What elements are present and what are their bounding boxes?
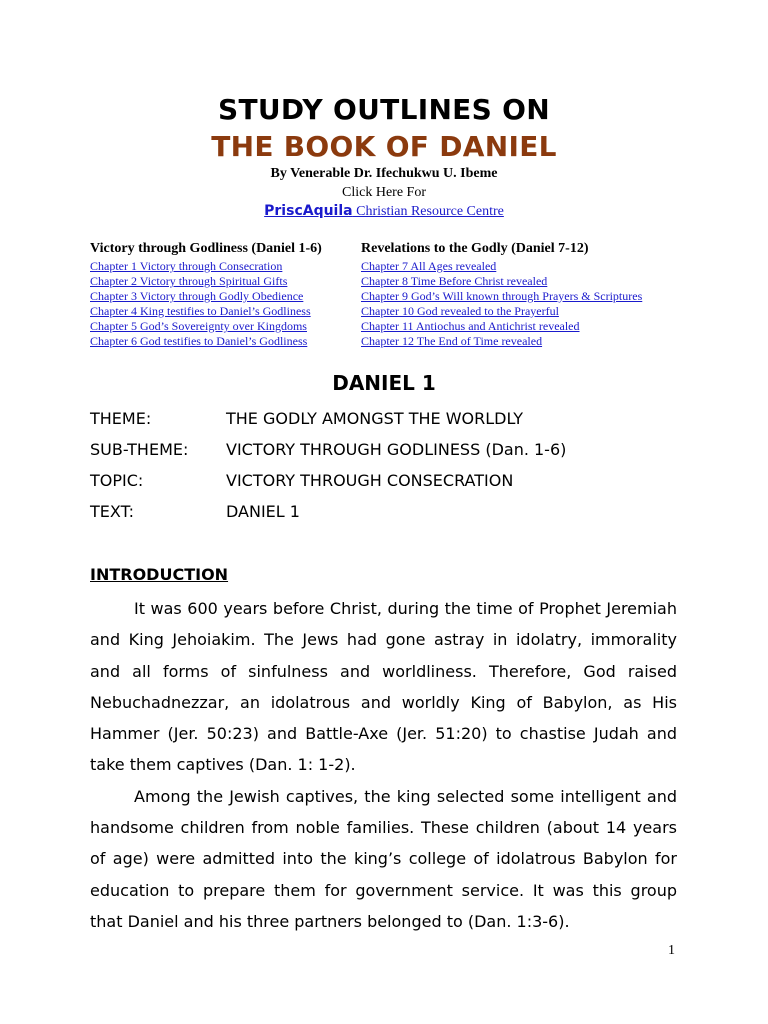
resource-name: Christian Resource Centre	[352, 204, 504, 219]
paragraph: It was 600 years before Christ, during the time of Prophet Jeremiah and King Jehoiakim. The Jews had gone astray in idolatry, immorality and all forms of sinfulness and worldliness. Therefore, God raised Nebuchadnezzar, an idolatrous and worldly King of Babylon, as His Hammer (Jer. 50:23) and Battle-Axe (Jer. 51:20) to chastise Judah and take them captives (Dan. 1: 1-2).	[90, 599, 677, 775]
toc-right-column	[361, 240, 681, 348]
toc-link-chapter-3[interactable]: Chapter 3 Victory through Godly Obedience	[90, 288, 304, 303]
toc-right-heading: Revelations to the Godly (Daniel 7-12)	[361, 241, 589, 256]
toc-link-chapter-10[interactable]: Chapter 10 God revealed to the Prayerful	[361, 303, 559, 318]
toc-link-chapter-7[interactable]: Chapter 7 All Ages revealed	[361, 259, 497, 273]
toc-link-chapter-12[interactable]: Chapter 12 The End of Time revealed	[361, 333, 543, 348]
meta-value: VICTORY THROUGH GODLINESS (Dan. 1-6)	[226, 440, 567, 459]
toc-link-chapter-11[interactable]: Chapter 11 Antiochus and Antichrist revealed	[361, 318, 580, 333]
paragraph: Among the Jewish captives, the king selected some intelligent and handsome children from noble families. These children (about 14 years of age) were admitted into the king’s college of idolatrous Babylon for education to prepare them for government service. It was this group that Daniel and his three partners belonged to (Dan. 1:3-6).	[90, 786, 677, 931]
toc-link-chapter-6[interactable]: Chapter 6 God testifies to Daniel’s Godliness	[90, 333, 308, 348]
toc-link-chapter-9[interactable]: Chapter 9 God’s Will known through Prayers & Scriptures	[361, 288, 643, 303]
meta-value: VICTORY THROUGH CONSECRATION	[226, 471, 514, 490]
meta-label: THEME:	[90, 409, 152, 428]
click-here-text: Click Here For	[342, 185, 426, 200]
introduction-heading: INTRODUCTION	[90, 565, 229, 584]
resource-centre-line	[0, 201, 768, 222]
title-line-1: STUDY OUTLINES ON	[218, 93, 550, 126]
meta-value: THE GODLY AMONGST THE WORLDLY	[226, 409, 524, 428]
title-line-2: THE BOOK OF DANIEL	[211, 130, 557, 163]
meta-label: SUB-THEME:	[90, 440, 189, 459]
toc-left-heading: Victory through Godliness (Daniel 1-6)	[90, 241, 322, 256]
toc-link-chapter-5[interactable]: Chapter 5 God’s Sovereignty over Kingdoms	[90, 318, 307, 333]
meta-label: TOPIC:	[90, 471, 144, 490]
introduction-body	[90, 593, 677, 937]
meta-label: TEXT:	[90, 502, 134, 521]
toc-link-chapter-1[interactable]: Chapter 1 Victory through Consecration	[90, 259, 283, 273]
page-number: 1	[668, 943, 675, 958]
chapter-heading: DANIEL 1	[332, 371, 436, 395]
toc-link-chapter-4[interactable]: Chapter 4 King testifies to Daniel’s Godliness	[90, 303, 311, 318]
toc-left-column	[90, 240, 355, 348]
author-byline: By Venerable Dr. Ifechukwu U. Ibeme	[270, 166, 498, 181]
resource-centre-link[interactable]	[264, 204, 504, 219]
meta-value: DANIEL 1	[226, 502, 300, 521]
toc-link-chapter-2[interactable]: Chapter 2 Victory through Spiritual Gifts	[90, 273, 288, 288]
resource-brand: PriscAquila	[264, 203, 353, 219]
toc-link-chapter-8[interactable]: Chapter 8 Time Before Christ revealed	[361, 273, 548, 288]
